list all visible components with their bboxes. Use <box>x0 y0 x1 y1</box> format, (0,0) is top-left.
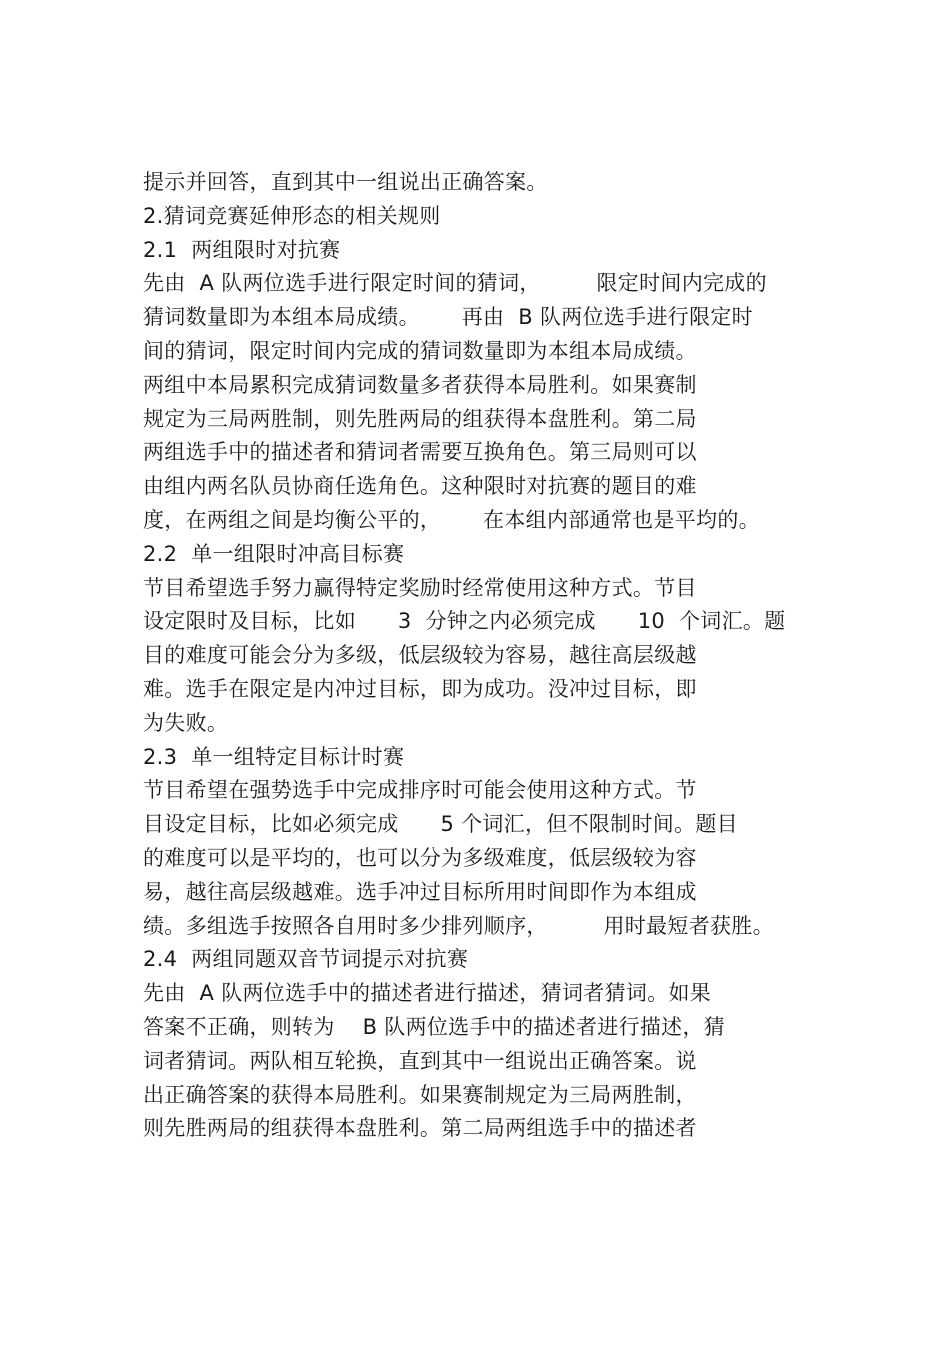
text-line: 先由 A 队两位选手进行限定时间的猜词， 限定时间内完成的 <box>143 271 767 296</box>
text-line: 答案不正确，则转为 B 队两位选手中的描述者进行描述，猜 <box>143 1014 726 1039</box>
text-line: 节目希望在强势选手中完成排序时可能会使用这种方式。节 <box>143 778 697 803</box>
text-line: 词者猜词。两队相互轮换，直到其中一组说出正确答案。说 <box>143 1048 697 1073</box>
text-line: 2.3 单一组特定目标计时赛 <box>143 744 405 769</box>
text-line: 目设定目标，比如必须完成 5 个词汇，但不限制时间。题目 <box>143 812 738 837</box>
text-line: 目的难度可能会分为多级，低层级较为容易，越往高层级越 <box>143 643 697 668</box>
text-line: 节目希望选手努力赢得特定奖励时经常使用这种方式。节目 <box>143 575 697 600</box>
text-line: 绩。多组选手按照各自用时多少排列顺序， 用时最短者获胜。 <box>143 913 774 938</box>
text-line: 先由 A 队两位选手中的描述者进行描述，猜词者猜词。如果 <box>143 981 712 1006</box>
text-line: 由组内两名队员协商任选角色。这种限时对抗赛的题目的难 <box>143 474 697 499</box>
text-line: 出正确答案的获得本局胜利。如果赛制规定为三局两胜制， <box>143 1082 697 1107</box>
text-line: 为失败。 <box>143 710 229 735</box>
text-line: 2.1 两组限时对抗赛 <box>143 237 341 262</box>
text-line: 两组中本局累积完成猜词数量多者获得本局胜利。如果赛制 <box>143 372 697 397</box>
text-line: 两组选手中的描述者和猜词者需要互换角色。第三局则可以 <box>143 440 697 465</box>
text-line: 设定限时及目标，比如 3 分钟之内必须完成 10 个词汇。题 <box>143 609 786 634</box>
text-line: 2.4 两组同题双音节词提示对抗赛 <box>143 947 469 972</box>
text-line: 的难度可以是平均的，也可以分为多级难度，低层级较为容 <box>143 845 697 870</box>
text-line: 2.猜词竞赛延伸形态的相关规则 <box>143 203 441 228</box>
text-line: 2.2 单一组限时冲高目标赛 <box>143 541 405 566</box>
text-line: 难。选手在限定是内冲过目标，即为成功。没冲过目标，即 <box>143 676 697 701</box>
text-line: 易，越往高层级越难。选手冲过目标所用时间即作为本组成 <box>143 879 697 904</box>
text-line: 提示并回答，直到其中一组说出正确答案。 <box>143 170 548 194</box>
text-line: 规定为三局两胜制，则先胜两局的组获得本盘胜利。第二局 <box>143 406 697 431</box>
text-line: 猜词数量即为本组本局成绩。 再由 B 队两位选手进行限定时 <box>143 305 753 330</box>
text-line: 则先胜两局的组获得本盘胜利。第二局两组选手中的描述者 <box>143 1116 697 1141</box>
document-body <box>143 166 823 1146</box>
text-line: 度，在两组之间是均衡公平的， 在本组内部通常也是平均的。 <box>143 507 760 532</box>
text-line: 间的猜词，限定时间内完成的猜词数量即为本组本局成绩。 <box>143 338 697 363</box>
